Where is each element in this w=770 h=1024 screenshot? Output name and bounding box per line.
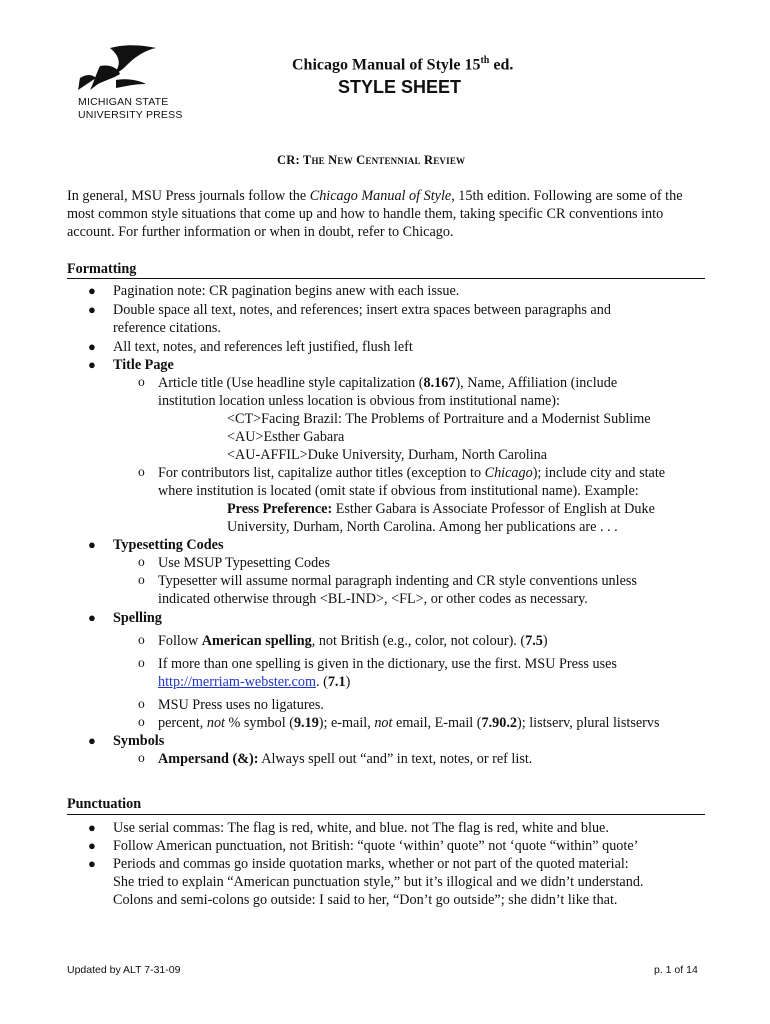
- sub-list-item: Ampersand (&): Always spell out “and” in text, notes, or ref list.: [158, 751, 533, 767]
- sub-list-item-continued: http://merriam-webster.com. (7.1): [158, 674, 351, 690]
- sub-list-item: Typesetter will assume normal paragraph indenting and CR style conventions unless: [158, 573, 637, 589]
- list-item-heading: Title Page: [113, 357, 174, 373]
- logo-line-1: MICHIGAN STATE: [78, 96, 169, 108]
- spartan-helmet-icon: [76, 44, 168, 96]
- list-item: Follow American punctuation, not British: “quote ‘within’ quote” not ‘quote “within” quote’: [113, 838, 639, 854]
- intro-paragraph: In general, MSU Press journals follow the Chicago Manual of Style, 15th edition. Following are some of the most common style situations that come up and how to handle them, taking specific CR conventions into account. For further information or when in doubt, refer to Chicago.: [67, 188, 683, 240]
- journal-name: CR: The New Centennial Review: [277, 153, 466, 167]
- list-item: Use serial commas: The flag is red, white, and blue. not The flag is red, white and blue.: [113, 820, 609, 836]
- circle-bullet-icon: o: [138, 714, 145, 729]
- sub-list-item-continued: indicated otherwise through <BL-IND>, <FL>, or other codes as necessary.: [158, 591, 588, 607]
- bullet-icon: ●: [88, 283, 96, 298]
- circle-bullet-icon: o: [138, 374, 145, 389]
- document-title: Chicago Manual of Style 15th ed.: [292, 55, 514, 74]
- sub-list-item: percent, not % symbol (9.19); e-mail, not email, E-mail (7.90.2); listserv, plural listservs: [158, 715, 660, 731]
- bullet-icon: ●: [88, 302, 96, 317]
- example-line: <CT>Facing Brazil: The Problems of Portraiture and a Modernist Sublime: [227, 411, 651, 427]
- sub-list-item: Article title (Use headline style capitalization (8.167), Name, Affiliation (include: [158, 375, 618, 391]
- sub-list-item: Use MSUP Typesetting Codes: [158, 555, 331, 571]
- list-item: Periods and commas go inside quotation marks, whether or not part of the quoted material:: [113, 856, 629, 872]
- circle-bullet-icon: o: [138, 464, 145, 479]
- merriam-webster-link[interactable]: http://merriam-webster.com: [158, 674, 316, 690]
- bullet-icon: ●: [88, 537, 96, 552]
- sub-list-item: MSU Press uses no ligatures.: [158, 697, 324, 713]
- list-item-continued: She tried to explain “American punctuation style,” but it’s illogical and we didn’t understand.: [113, 874, 644, 890]
- document-subtitle: STYLE SHEET: [338, 77, 462, 97]
- list-item-heading: Symbols: [113, 733, 165, 749]
- list-item-continued: Colons and semi-colons go outside: I said to her, “Don’t go outside”; she didn’t like that.: [113, 892, 618, 908]
- list-item-heading: Typesetting Codes: [113, 537, 224, 553]
- list-item-continued: reference citations.: [113, 320, 221, 336]
- bullet-icon: ●: [88, 610, 96, 625]
- bullet-icon: ●: [88, 357, 96, 372]
- list-item-heading: Spelling: [113, 610, 162, 626]
- circle-bullet-icon: o: [138, 696, 145, 711]
- example-line: <AU-AFFIL>Duke University, Durham, North Carolina: [227, 447, 548, 463]
- logo-line-2: UNIVERSITY PRESS: [78, 109, 183, 121]
- circle-bullet-icon: o: [138, 655, 145, 670]
- circle-bullet-icon: o: [138, 554, 145, 569]
- section-rule: [67, 278, 705, 279]
- example-line: <AU>Esther Gabara: [227, 429, 345, 445]
- sub-list-item: For contributors list, capitalize author titles (exception to Chicago); include city and state: [158, 465, 666, 481]
- section-rule: [67, 814, 705, 815]
- list-item: All text, notes, and references left justified, flush left: [113, 339, 413, 355]
- circle-bullet-icon: o: [138, 632, 145, 647]
- circle-bullet-icon: o: [138, 572, 145, 587]
- bullet-icon: ●: [88, 820, 96, 835]
- section-punctuation-title: Punctuation: [67, 796, 142, 812]
- example-line: Press Preference: Esther Gabara is Associate Professor of English at Duke: [227, 501, 655, 517]
- footer-page-number: p. 1 of 14: [654, 964, 698, 976]
- circle-bullet-icon: o: [138, 750, 145, 765]
- sub-list-item-continued: institution location unless location is obvious from institutional name):: [158, 393, 560, 409]
- section-formatting-title: Formatting: [67, 261, 137, 277]
- list-item: Pagination note: CR pagination begins anew with each issue.: [113, 283, 460, 299]
- msu-press-logo: [76, 44, 183, 126]
- bullet-icon: ●: [88, 838, 96, 853]
- bullet-icon: ●: [88, 339, 96, 354]
- footer-updated: Updated by ALT 7-31-09: [67, 964, 181, 976]
- bullet-icon: ●: [88, 733, 96, 748]
- sub-list-item: Follow American spelling, not British (e.g., color, not colour). (7.5): [158, 633, 548, 649]
- sub-list-item-continued: where institution is located (omit state if obvious from institutional name). Example:: [158, 483, 639, 499]
- list-item: Double space all text, notes, and references; insert extra spaces between paragraphs and: [113, 302, 611, 318]
- bullet-icon: ●: [88, 856, 96, 871]
- sub-list-item: If more than one spelling is given in the dictionary, use the first. MSU Press uses: [158, 656, 617, 672]
- example-line: University, Durham, North Carolina. Among her publications are . . .: [227, 519, 618, 535]
